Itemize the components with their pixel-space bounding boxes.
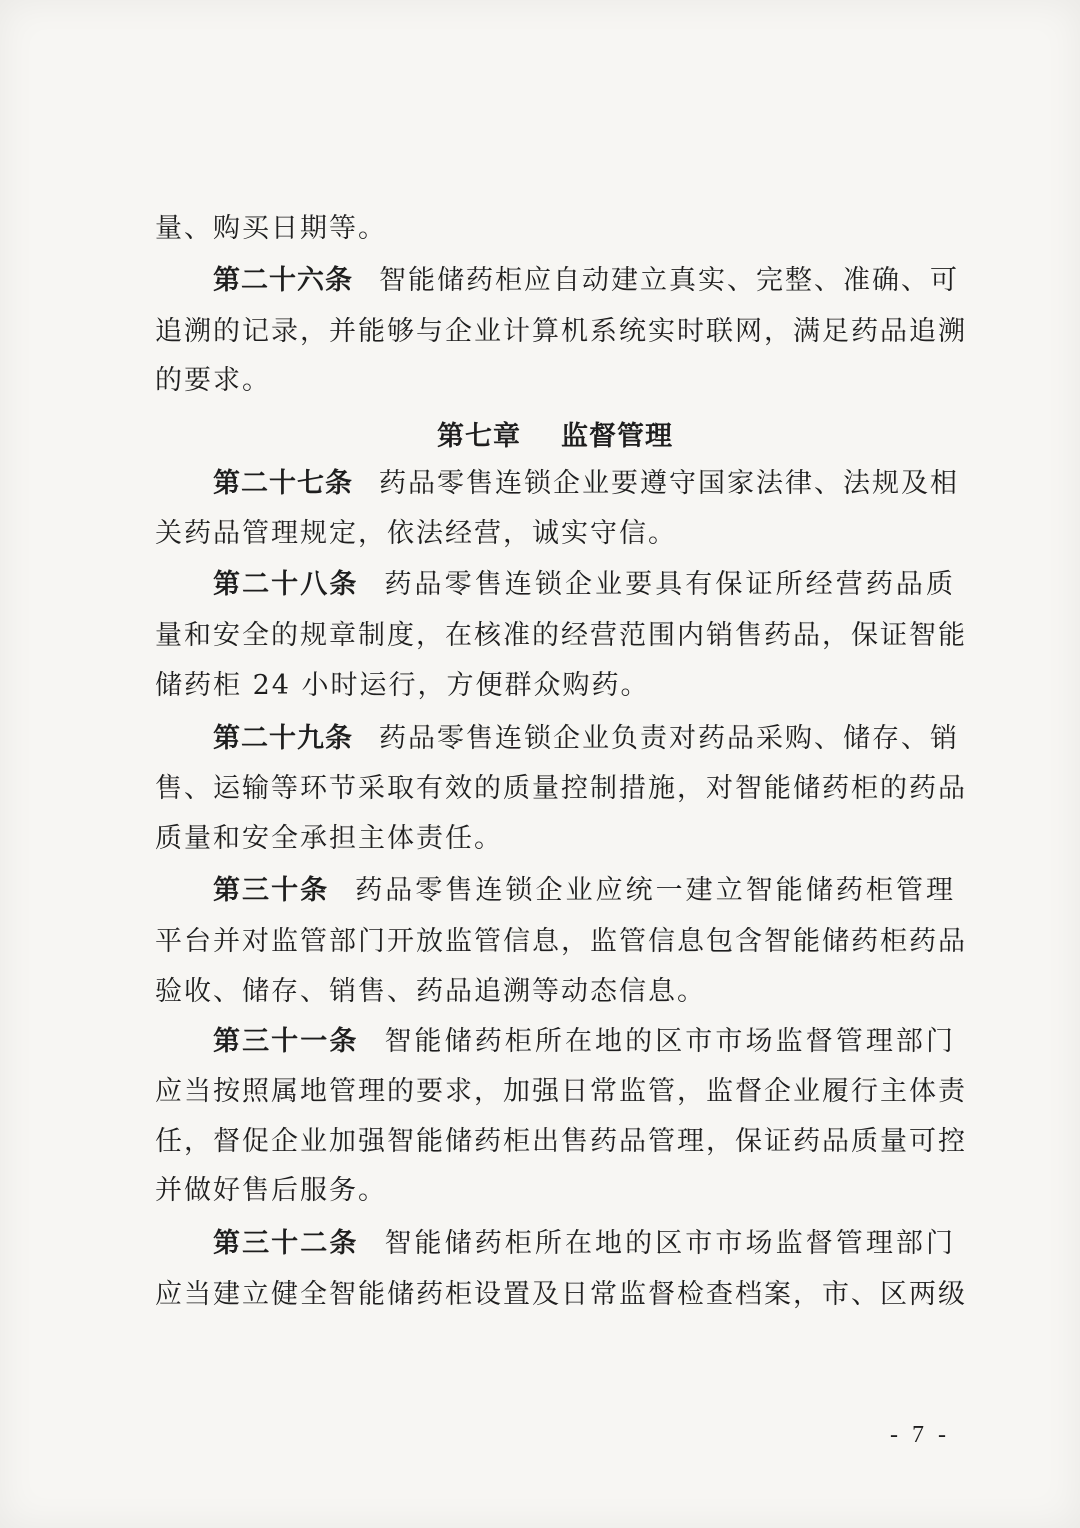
page-number: - 7 - — [890, 1422, 950, 1448]
article-31 — [213, 1024, 955, 1060]
article-text: 药品零售连锁企业要具有保证所经营药品质 — [384, 569, 956, 600]
text-line: 验收、储存、销售、药品追溯等动态信息。 — [155, 976, 706, 1007]
article-text: 药品零售连锁企业负责对药品采购、储存、销 — [379, 723, 959, 754]
article-title: 第二十九条 — [213, 723, 353, 754]
text-line: 的要求。 — [155, 365, 271, 396]
article-title: 第二十六条 — [213, 265, 353, 296]
article-30 — [213, 873, 955, 909]
text-line: 应当建立健全智能储药柜设置及日常监督检查档案，市、区两级 — [155, 1279, 967, 1310]
article-text: 智能储药柜所在地的区市市场监督管理部门 — [384, 1026, 956, 1057]
article-title: 第二十八条 — [213, 569, 359, 600]
article-text: 药品零售连锁企业要遵守国家法律、法规及相 — [379, 468, 959, 499]
text-line: 并做好售后服务。 — [155, 1175, 387, 1206]
text-line: 追溯的记录，并能够与企业计算机系统实时联网，满足药品追溯 — [155, 316, 967, 347]
text-line: 售、运输等环节采取有效的质量控制措施，对智能储药柜的药品 — [155, 773, 967, 804]
article-title: 第三十二条 — [213, 1228, 359, 1259]
text-line: 量、购买日期等。 — [155, 213, 387, 244]
article-27 — [213, 466, 959, 502]
article-26 — [213, 263, 959, 299]
text-line: 平台并对监管部门开放监管信息，监管信息包含智能储药柜药品 — [155, 926, 967, 957]
chapter-number: 第七章 — [437, 421, 521, 452]
article-28 — [213, 567, 955, 603]
article-title: 第三十条 — [213, 875, 330, 906]
text-line: 应当按照属地管理的要求，加强日常监管，监督企业履行主体责 — [155, 1076, 967, 1107]
text-line: 关药品管理规定，依法经营，诚实守信。 — [155, 518, 677, 549]
article-29 — [213, 721, 959, 757]
text-line: 储药柜 24 小时运行，方便群众购药。 — [155, 670, 650, 701]
text-line: 量和安全的规章制度，在核准的经营范围内销售药品，保证智能 — [155, 620, 967, 651]
chapter-title: 监督管理 — [561, 421, 673, 452]
text-line: 任，督促企业加强智能储药柜出售药品管理，保证药品质量可控 — [155, 1126, 967, 1157]
chapter-heading — [155, 414, 955, 453]
article-title: 第三十一条 — [213, 1026, 359, 1057]
article-32 — [213, 1226, 955, 1262]
article-text: 药品零售连锁企业应统一建立智能储药柜管理 — [355, 875, 956, 906]
text-line: 质量和安全承担主体责任。 — [155, 823, 503, 854]
article-title: 第二十七条 — [213, 468, 353, 499]
article-text: 智能储药柜所在地的区市市场监督管理部门 — [384, 1228, 956, 1259]
article-text: 智能储药柜应自动建立真实、完整、准确、可 — [379, 265, 959, 296]
